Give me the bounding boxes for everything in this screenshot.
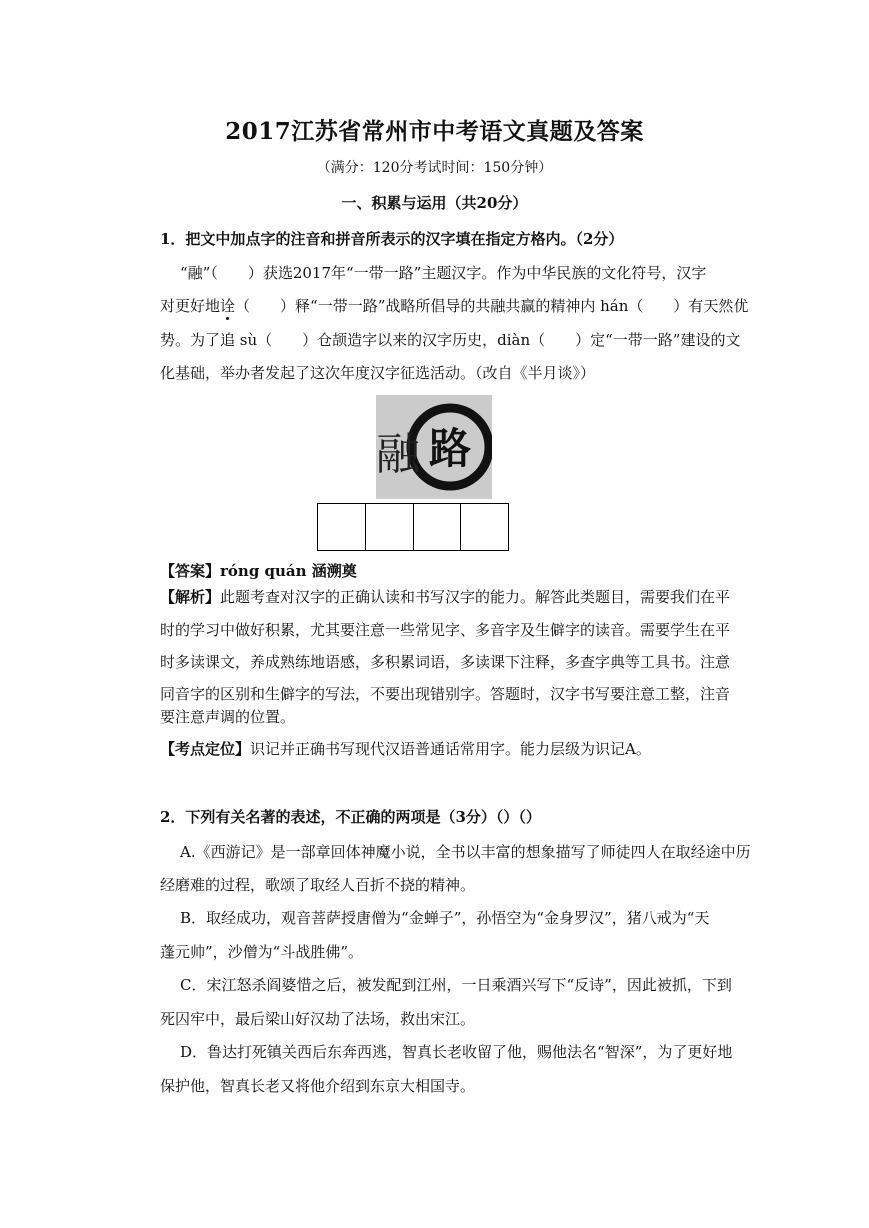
q1-passage-line-1: “融”（ ）获选2017年“一带一路”主题汉字。作为中华民族的文化符号，汉字 <box>180 264 707 282</box>
option-b-line-1: B．取经成功，观音菩萨授唐僧为“金蝉子”，孙悟空为“金身罗汉”，猪八戒为“天 <box>180 909 710 927</box>
answer-box[interactable] <box>414 504 462 550</box>
answer-line <box>160 560 357 581</box>
q1-passage-text: 对更好地 <box>160 297 221 315</box>
q1-passage-line-4: 化基础，举办者发起了这次年度汉字征选活动。（改自《半月谈》） <box>160 364 596 382</box>
q1-passage-line-2 <box>160 295 748 316</box>
option-a-line-2: 经磨难的过程，歌颂了取经人百折不挠的精神。 <box>160 876 476 894</box>
test-point-label: 【考点定位】 <box>160 740 251 758</box>
dotted-character: 诠 <box>220 297 236 315</box>
question-2-heading: 2．下列有关名著的表述，不正确的两项是（3分）（）（） <box>160 808 541 826</box>
section-heading: 一、积累与运用（共20分） <box>341 194 528 212</box>
option-d-line-2: 保护他，智真长老又将他介绍到东京大相国寺。 <box>160 1077 476 1095</box>
answer-grid <box>317 503 509 551</box>
answer-box[interactable] <box>366 504 414 550</box>
option-a-line-1: A.《西游记》是一部章回体神魔小说，全书以丰富的想象描写了师徒四人在取经途中历 <box>180 843 751 861</box>
exam-info: （满分：120分考试时间：150分钟） <box>316 160 553 176</box>
q1-passage-line-3: 势。为了追 sù（ ）仓颉造字以来的汉字历史，diàn（ ）定“一带一路”建设的文 <box>160 331 741 349</box>
seal-left-char: 融 <box>376 429 420 480</box>
analysis-line-5: 要注意声调的位置。 <box>160 708 296 726</box>
test-point-line <box>160 738 651 759</box>
analysis-line-4: 同音字的区别和生僻字的写法，不要出现错别字。答题时，汉字书写要注意工整，注音 <box>160 685 731 703</box>
seal-right-char: 路 <box>428 424 472 473</box>
option-c-line-2: 死囚牢中，最后梁山好汉劫了法场，救出宋江。 <box>160 1010 476 1028</box>
test-point-text: 识记并正确书写现代汉语普通话常用字。能力层级为识记A。 <box>250 740 651 758</box>
analysis-label: 【解析】 <box>160 588 221 606</box>
question-1-heading: 1．把文中加点字的注音和拼音所表示的汉字填在指定方格内。（2分） <box>160 230 624 248</box>
analysis-line-3: 时多读课文，养成熟练地语感，多积累词语，多读课下注释，多查字典等工具书。注意 <box>160 653 731 671</box>
answer-box[interactable] <box>318 504 366 550</box>
page-title: 2017江苏省常州市中考语文真题及答案 <box>225 118 644 145</box>
seal-graphic <box>376 395 492 499</box>
option-d-line-1: D．鲁达打死镇关西后东奔西逃，智真长老收留了他，赐他法名“智深”，为了更好地 <box>180 1043 733 1061</box>
option-c-line-1: C．宋江怒杀阎婆惜之后，被发配到江州，一日乘酒兴写下“反诗”，因此被抓，下到 <box>180 976 732 994</box>
analysis-text: 此题考查对汉字的正确认读和书写汉字的能力。解答此类题目，需要我们在平 <box>220 588 731 606</box>
answer-label: 【答案】 <box>160 562 221 580</box>
option-b-line-2: 蓬元帅”，沙僧为“斗战胜佛”。 <box>160 943 364 961</box>
answer-box[interactable] <box>461 504 508 550</box>
q1-passage-text: （ ）释“一带一路”战略所倡导的共融共赢的精神内 hán（ ）有天然优 <box>235 297 749 315</box>
analysis-line-1 <box>160 586 730 607</box>
answer-text: róng quán 涵溯奠 <box>220 562 357 580</box>
analysis-line-2: 时的学习中做好积累，尤其要注意一些常见字、多音字及生僻字的读音。需要学生在平 <box>160 621 731 639</box>
seal-image <box>376 395 492 499</box>
